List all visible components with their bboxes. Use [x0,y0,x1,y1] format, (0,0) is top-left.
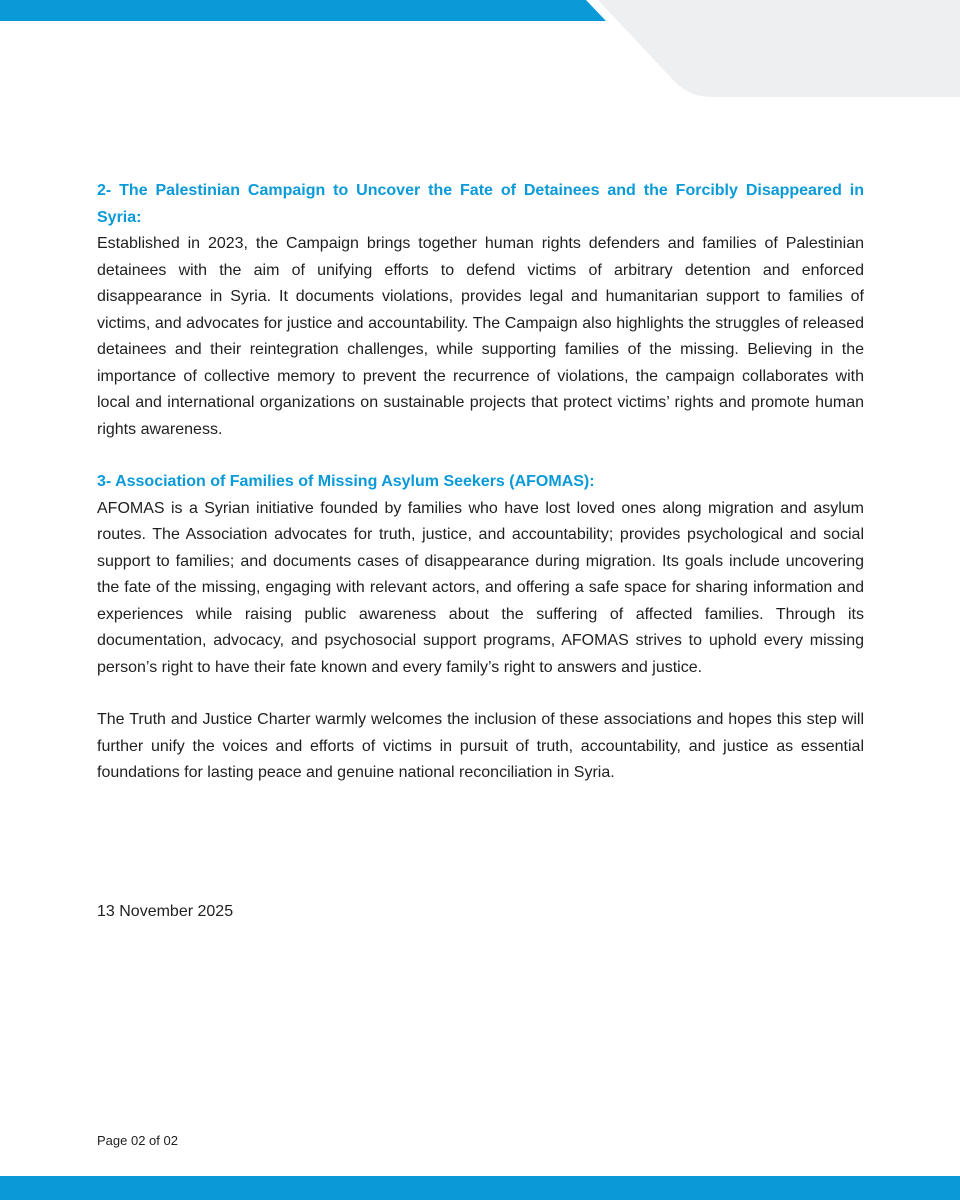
section-heading: 2- The Palestinian Campaign to Uncover the Fate of Detainees and the Forcibly Disappeared in Syria: [97,182,864,226]
bottom-blue-bar [0,1176,960,1200]
document-body [97,178,864,813]
section-afomas [97,469,864,681]
section-heading: 3- Association of Families of Missing Asylum Seekers (AFOMAS): [97,473,595,490]
section-palestinian-campaign [97,178,864,443]
top-decoration [0,0,960,100]
closing-section [97,707,864,787]
section-paragraph: Established in 2023, the Campaign brings together human rights defenders and families of Palestinian detainees with the aim of unifying efforts to defend victims of arbitrary detention and enforced disappearance in Syria. It documents violations, provides legal and humanitarian support to families of victims, and advocates for justice and accountability. The Campaign also highlights the struggles of released detainees and their reintegration challenges, while supporting families of the missing. Believing in the importance of collective memory to prevent the recurrence of violations, the campaign collaborates with local and international organizations on sustainable projects that protect victims’ rights and promote human rights awareness. [97,235,864,438]
closing-paragraph: The Truth and Justice Charter warmly welcomes the inclusion of these associations and hopes this step will further unify the voices and efforts of victims in pursuit of truth, accountability, and justice as essential foundations for lasting peace and genuine national reconciliation in Syria. [97,711,864,781]
page-number: Page 02 of 02 [97,1133,178,1148]
top-blue-bar [0,0,606,21]
top-gray-shape [598,0,960,97]
section-paragraph: AFOMAS is a Syrian initiative founded by families who have lost loved ones along migration and asylum routes. The Association advocates for truth, justice, and accountability; provides psychological and social support to families; and documents cases of disappearance during migration. Its goals include uncovering the fate of the missing, engaging with relevant actors, and offering a safe space for sharing information and experiences while raising public awareness about the suffering of affected families. Through its documentation, advocacy, and psychosocial support programs, AFOMAS strives to uphold every missing person’s right to have their fate known and every family’s right to answers and justice. [97,499,864,676]
document-date: 13 November 2025 [97,903,234,920]
